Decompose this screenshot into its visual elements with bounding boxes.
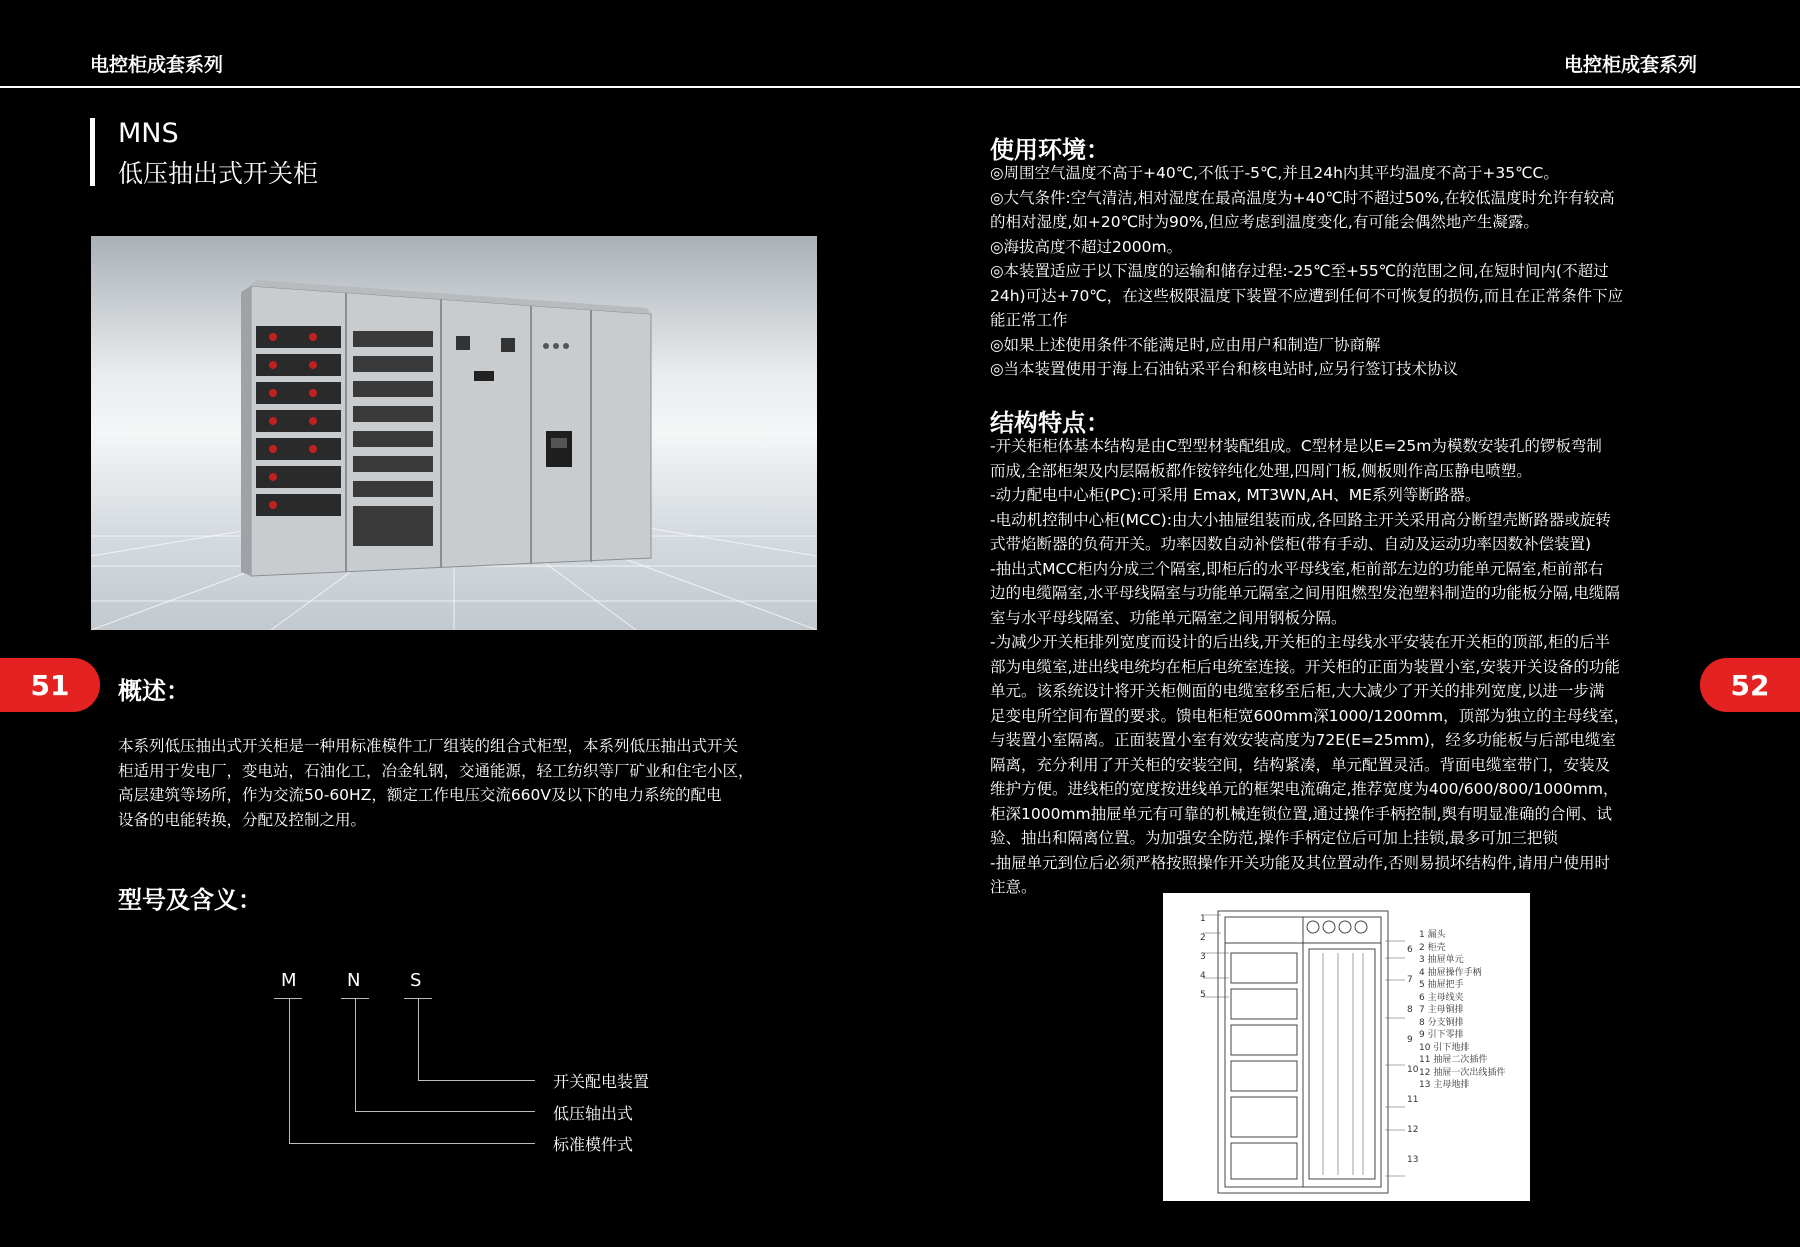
legend-item: 12 抽屉一次出线插件: [1419, 1067, 1506, 1078]
code-leader-s-horizontal: [418, 1080, 535, 1081]
code-label-m: 标准模件式: [553, 1135, 634, 1154]
diagram-number: 5: [1200, 990, 1206, 1000]
environment-line: 的相对湿度,如+20℃时为90%,但应考虑到温度变化,有可能会偶然地产生凝露。: [990, 213, 1539, 231]
legend-item: 3 抽屉单元: [1419, 955, 1464, 965]
environment-line: ◎周围空气温度不高于+40℃,不低于-5℃,并且24h内其平均温度不高于+35℃C。: [990, 164, 1559, 182]
product-photo: [91, 236, 817, 630]
structure-line: 单元。该系统设计将开关柜侧面的电缆室移至后柜,大大减少了开关的排列宽度,以进一步满: [990, 682, 1605, 700]
diagram-number: 12: [1407, 1125, 1419, 1135]
overview-line: 设备的电能转换，分配及控制之用。: [118, 810, 367, 829]
legend-item: 1 漏头: [1419, 930, 1446, 940]
code-leader-n-horizontal: [355, 1111, 535, 1112]
product-model: MNS: [118, 118, 179, 149]
structure-line: -为减少开关柜排列宽度而设计的后出线,开关柜的主母线水平安装在开关柜的顶部,柜的后半: [990, 633, 1610, 651]
legend-item: 2 柜壳: [1419, 942, 1446, 953]
structure-line: -开关柜柜体基本结构是由C型型材装配组成。C型材是以E=25m为模数安装孔的锣板弯制: [990, 437, 1602, 455]
header-right-title: 电控柜成套系列: [1563, 54, 1697, 76]
overview-text: [118, 734, 754, 832]
structure-line: 与装置小室隔离。正面装置小室有效安装高度为72E(E=25mm)，经多功能板与后部电缆室: [990, 731, 1616, 749]
diagram-legend: [1419, 929, 1505, 1092]
overview-heading: 概述：: [118, 677, 190, 705]
legend-item: 8 分支铜排: [1419, 1017, 1464, 1028]
diagram-right-numbers: [1407, 935, 1418, 1175]
product-name: 低压抽出式开关柜: [118, 159, 319, 188]
header-left-title: 电控柜成套系列: [90, 54, 224, 76]
structure-line: -抽出式MCC柜内分成三个隔室,即柜后的水平母线室,柜前部左边的功能单元隔室,柜前部右: [990, 559, 1604, 578]
code-letter-m: M: [281, 970, 297, 991]
code-letter-n: N: [347, 970, 361, 991]
diagram-number: 7: [1407, 975, 1413, 985]
structure-line: 足变电所空间布置的要求。馈电柜柜宽600mm深1000/1200mm，顶部为独立的主母线室，: [990, 706, 1630, 725]
structure-line: 注意。: [990, 878, 1037, 896]
environment-line: ◎如果上述使用条件不能满足时,应由用户和制造厂协商解: [990, 335, 1381, 354]
legend-item: 5 抽屉把手: [1419, 980, 1464, 990]
page-number-right: 52: [1700, 658, 1800, 712]
title-accent-bar: [90, 118, 95, 186]
overview-line: 柜适用于发电厂，变电站，石油化工，冶金轧钢，交通能源，轻工纺织等厂矿业和住宅小区，: [118, 761, 754, 780]
model-meaning-heading: 型号及含义：: [118, 886, 262, 914]
diagram-left-numbers: [1200, 910, 1206, 1005]
legend-item: 9 引下零排: [1419, 1030, 1464, 1040]
code-label-n: 低压轴出式: [553, 1104, 634, 1123]
diagram-number: 13: [1407, 1155, 1419, 1165]
structure-line: 部为电缆室,进出线电统均在柜后电统室连接。开关柜的正面为装置小室,安装开关设备的功能: [990, 657, 1620, 676]
structure-line: 隔离，充分利用了开关柜的安装空间，结构紧凑，单元配置灵活。背面电缆室带门，安装及: [990, 755, 1611, 774]
page-number-left: 51: [0, 658, 100, 712]
code-underline-m: [274, 998, 302, 999]
code-label-s: 开关配电装置: [553, 1072, 650, 1091]
legend-item: 11 抽屉二次插件: [1419, 1055, 1488, 1065]
environment-heading: 使用环境：: [990, 136, 1110, 164]
environment-line: 能正常工作: [990, 311, 1068, 329]
code-leader-m-horizontal: [289, 1143, 535, 1144]
structure-line: 维护方便。进线柜的宽度按进线单元的框架电流确定,推荐宽度为400/600/800/1000mm，: [990, 780, 1619, 798]
diagram-number: 6: [1407, 945, 1413, 955]
structure-line: 边的电缆隔室,水平母线隔室与功能单元隔室之间用阻燃型发泡塑料制造的功能板分隔,电缆隔: [990, 584, 1620, 602]
diagram-number: 1: [1200, 914, 1206, 924]
code-leader-n-vertical: [355, 998, 356, 1111]
switchgear-illustration: [91, 236, 817, 630]
environment-line: ◎本装置适应于以下温度的运输和储存过程:-25℃至+55℃的范围之间,在短时间内(不超过: [990, 262, 1609, 280]
structure-text: [990, 434, 1629, 900]
diagram-number: 8: [1407, 1005, 1413, 1015]
diagram-number: 10: [1407, 1065, 1419, 1075]
diagram-number: 9: [1407, 1035, 1413, 1045]
diagram-number: 11: [1407, 1095, 1419, 1105]
structure-heading: 结构特点：: [990, 409, 1110, 437]
overview-line: 高层建筑等场所，作为交流50-60HZ，额定工作电压交流660V及以下的电力系统的配电: [118, 786, 722, 804]
structure-line: 柜深1000mm抽屉单元有可靠的机械连锁位置,通过操作手柄控制,舆有明显准确的合闸、试: [990, 804, 1613, 823]
structure-line: -电动机控制中心柜(MCC):由大小抽屉组装而成,各回路主开关采用高分断望壳断路器或旋转: [990, 510, 1611, 529]
diagram-number: 3: [1200, 952, 1206, 962]
overview-line: 本系列低压抽出式开关柜是一种用标准模件工厂组装的组合式柜型，本系列低压抽出式开关: [118, 737, 739, 755]
legend-item: 7 主母铜排: [1419, 1005, 1464, 1015]
environment-line: 24h)可达+70℃，在这些极限温度下装置不应遭到任何不可恢复的损伤,而且在正常条件下应: [990, 286, 1624, 305]
code-leader-m-vertical: [289, 998, 290, 1143]
diagram-number: 4: [1200, 971, 1206, 981]
header-divider: [0, 86, 1800, 88]
code-leader-s-vertical: [418, 998, 419, 1080]
diagram-number: 2: [1200, 933, 1206, 943]
legend-item: 13 主母地排: [1419, 1080, 1470, 1090]
legend-item: 10 引下地排: [1419, 1042, 1470, 1053]
legend-item: 6 主母线夹: [1419, 992, 1464, 1003]
cabinet-structure-diagram: [1163, 893, 1530, 1201]
structure-line: -抽屉单元到位后必须严格按照操作开关功能及其位置动作,否则易损坏结构件,请用户使用时: [990, 853, 1610, 872]
structure-line: 式带焰断器的负荷开关。功率因数自动补偿柜(带有手动、自动及运动功率因数补偿装置): [990, 535, 1592, 553]
environment-text: [990, 161, 1623, 382]
structure-line: 验、抽出和隔离位置。为加强安全防范,操作手柄定位后可加上挂锁,最多可加三把锁: [990, 829, 1558, 847]
environment-line: ◎大气条件:空气清洁,相对湿度在最高温度为+40℃时不超过50%,在较低温度时允许有较高: [990, 188, 1615, 207]
environment-line: ◎当本装置使用于海上石油钻采平台和核电站时,应另行签订技术协议: [990, 360, 1458, 378]
environment-line: ◎海拔高度不超过2000m。: [990, 237, 1183, 256]
structure-line: -动力配电中心柜(PC):可采用 Emax, MT3WN,AH、ME系列等断路器。: [990, 486, 1481, 504]
structure-line: 室与水平母线隔室、功能单元隔室之间用钢板分隔。: [990, 608, 1347, 627]
structure-line: 而成,全部柜架及内层隔板都作铵锌纯化处理,四周门板,侧板则作高压静电喷塑。: [990, 461, 1532, 480]
code-letter-s: S: [410, 970, 422, 991]
legend-item: 4 抽屉操作手柄: [1419, 967, 1482, 978]
